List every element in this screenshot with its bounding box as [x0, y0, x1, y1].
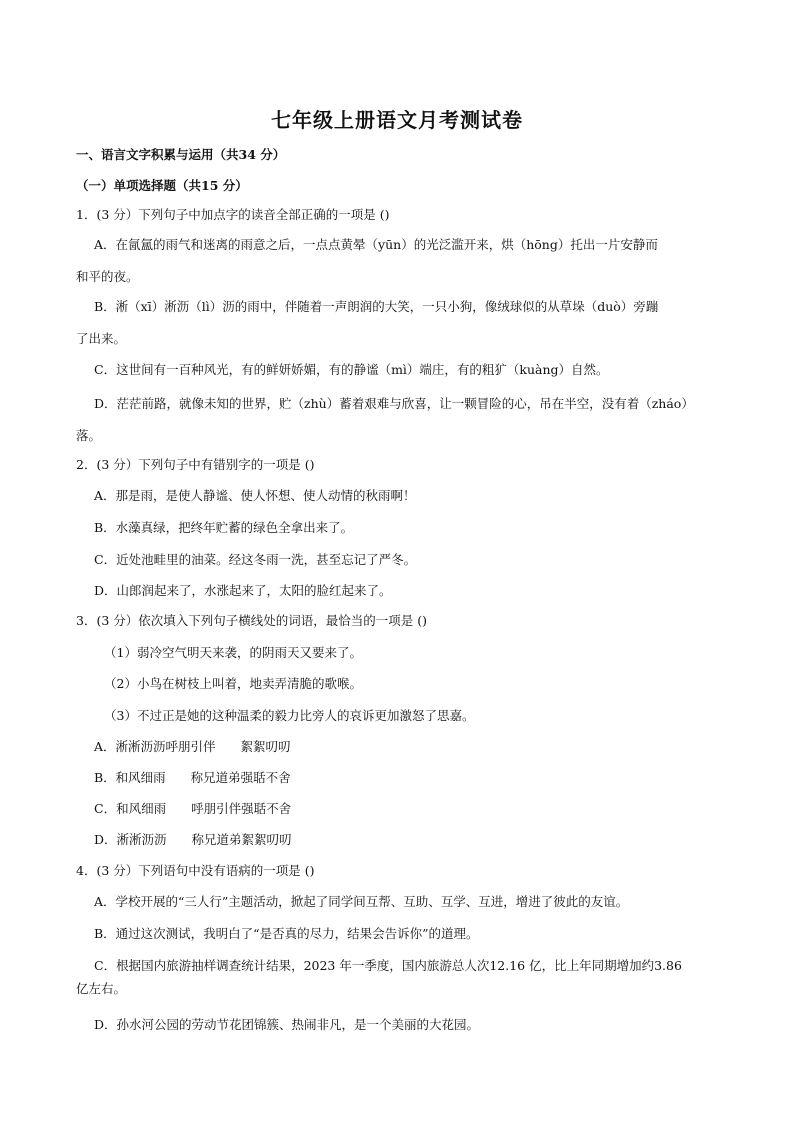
question-1-option-d-cont: 落。: [76, 428, 102, 443]
question-2-option-c: C．近处池畦里的油菜。经这冬雨一洗，甚至忘记了严冬。: [94, 552, 417, 567]
question-2-option-d: D．山郎润起来了，水涨起来了，太阳的脸红起来了。: [94, 583, 392, 598]
question-2-stem: 2．(3 分）下列句子中有错别字的一项是 (): [76, 457, 315, 472]
question-1-stem: 1．(3 分）下列句子中加点字的读音全部正确的一项是 (): [76, 207, 390, 222]
question-1-option-c: C．这世间有一百种风光，有的鲜妍娇媚，有的静谧（mì）端庄，有的粗犷（kuàng）自然。: [94, 362, 609, 377]
question-3-option-a: A．淅淅沥沥呼朋引伴 絮絮叨叨: [94, 739, 291, 754]
question-1-option-a-cont: 和平的夜。: [76, 269, 139, 284]
question-3-option-b: B．和风细雨 称兄道弟强聒不舍: [94, 770, 291, 785]
question-4-option-a: A．学校开展的“三人行”主题活动，掀起了同学间互帮、互助、互学、互进，增进了彼此的友谊。: [94, 894, 629, 909]
question-4-option-b: B．通过这次测试，我明白了“是否真的尽力，结果会告诉你”的道理。: [94, 926, 479, 941]
question-3-option-c: C．和风细雨 呼朋引伴强聒不舍: [94, 801, 292, 816]
question-1-option-b: B．淅（xī）淅沥（lì）沥的雨中，伴随着一声朗润的大笑，一只小狗，像绒球似的从草垛（duò）旁蹦: [94, 299, 659, 314]
question-4-option-d: D．孙水河公园的劳动节花团锦簇、热闹非凡，是一个美丽的大花园。: [94, 1017, 480, 1032]
question-1-option-b-cont: 了出来。: [76, 331, 127, 346]
question-3-stem: 3．(3 分）依次填入下列句子横线处的词语，最恰当的一项是 (): [76, 613, 427, 628]
question-4-option-c: C．根据国内旅游抽样调查统计结果，2023 年一季度，国内旅游总人次12.16 亿，比上年同期增加约3.86: [94, 958, 682, 973]
question-3-option-d: D．淅淅沥沥 称兄道弟絮絮叨叨: [94, 832, 292, 847]
question-2-option-b: B．水藻真绿，把终年贮蓄的绿色全拿出来了。: [94, 520, 354, 535]
question-3-sentence-1: （1）弱冷空气明天来袭，的阴雨天又要来了。: [104, 645, 362, 660]
question-2-option-a: A．那是雨，是使人静谧、使人怀想、使人动情的秋雨啊！: [94, 488, 416, 503]
page-title: 七年级上册语文月考测试卷: [271, 108, 523, 132]
question-4-stem: 4．(3 分）下列语句中没有语病的一项是 (): [76, 863, 315, 878]
question-3-sentence-3: （3）不过正是她的这种温柔的毅力比旁人的哀诉更加激怒了思嘉。: [104, 708, 475, 723]
section-heading: 一、语言文字积累与运用（共34 分）: [76, 147, 286, 162]
question-1-option-d: D．茫茫前路，就像未知的世界，贮（zhù）蓄着艰难与欣喜，让一颗冒险的心，吊在半空，没有着（zháo）: [94, 396, 694, 411]
question-4-option-c-cont: 亿左右。: [76, 981, 127, 996]
question-1-option-a: A．在氤氲的雨气和迷离的雨意之后，一点点黄晕（yūn）的光泛滥开来，烘（hōng）托出一片安静而: [94, 237, 658, 252]
subsection-heading: （一）单项选择题（共15 分）: [76, 178, 248, 193]
question-3-sentence-2: （2）小鸟在树枝上叫着，地卖弄清脆的歌喉。: [104, 676, 362, 691]
